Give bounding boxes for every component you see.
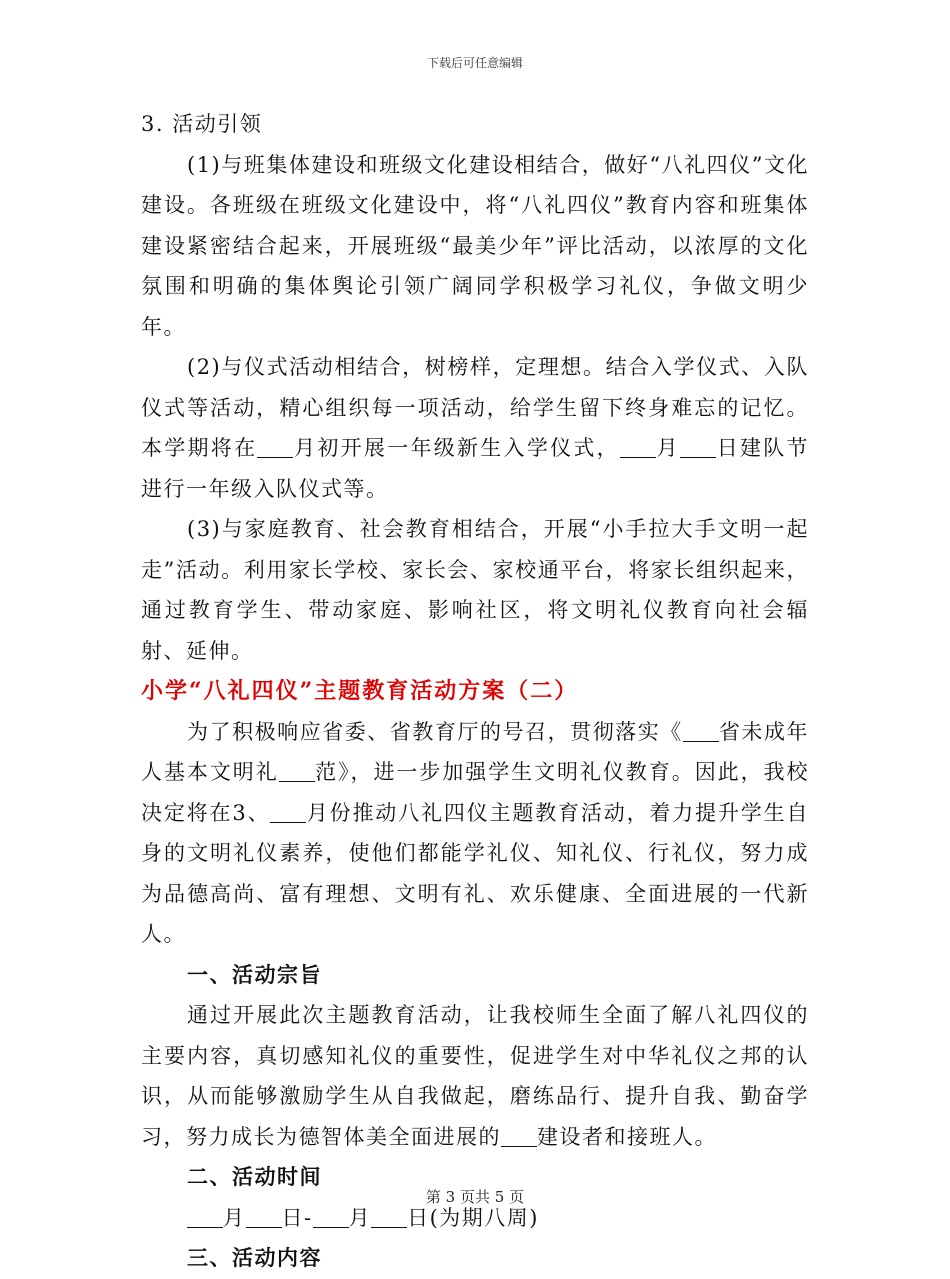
paragraph: 为了积极响应省委、省教育厅的号召，贯彻落实《 省未成年人基本文明礼 范》，进一步加强学生文明礼仪教育。因此，我校决定将在3、 月份推动八礼四仪主题教育活动，着力提升学生自身的文明礼仪素养，使他们都能学礼仪、知礼仪、行礼仪，努力成为品德高尚、富有理想、文明有礼、欢乐健康、全面进展的一代新人。	[141, 719, 810, 946]
fill-blank	[680, 436, 716, 458]
fill-blank	[270, 801, 306, 823]
paragraph: (2)与仪式活动相结合，树榜样，定理想。结合入学仪式、入队仪式等活动，精心组织每一项活动，给学生留下终身难忘的记忆。本学期将在 月初开展一年级新生入学仪式， 月 日建队节进行一年级入队仪式等。	[141, 355, 810, 501]
fill-blank	[620, 436, 656, 458]
fill-blank	[246, 1206, 282, 1228]
fill-blank	[257, 436, 293, 458]
section-heading: 三、活动内容	[187, 1245, 322, 1270]
fill-blank	[313, 1206, 349, 1228]
paragraph: (3)与家庭教育、社会教育相结合，开展“小手拉大手文明一起走”活动。利用家长学校、家长会、家校通平台，将家长组织起来，通过教育学生、带动家庭、影响社区，将文明礼仪教育向社会辐射、延伸。	[141, 517, 809, 663]
paragraph: 月 日- 月 日(为期八周)	[141, 1198, 809, 1239]
fill-blank	[501, 1125, 537, 1147]
paragraph: (1)与班集体建设和班级文化建设相结合，做好“八礼四仪”文化建设。各班级在班级文化建设中，将“八礼四仪”教育内容和班集体建设紧密结合起来，开展班级“最美少年”评比活动，以浓厚的文化氛围和明确的集体舆论引领广阔同学积极学习礼仪，争做文明少年。	[141, 152, 809, 339]
page-header: 下载后可任意编辑	[426, 56, 523, 70]
page-footer: 第 3 页共 5 页	[425, 1188, 525, 1206]
document-body	[141, 104, 809, 1279]
fill-blank	[371, 1206, 407, 1228]
section-heading: 3. 活动引领	[141, 112, 263, 136]
document-title: 小学“八礼四仪”主题教育活动方案（二）	[141, 678, 579, 704]
fill-blank	[187, 1206, 223, 1228]
fill-blank	[683, 720, 719, 742]
section-heading: 二、活动时间	[187, 1164, 322, 1189]
paragraph: 通过开展此次主题教育活动，让我校师生全面了解八礼四仪的主要内容，真切感知礼仪的重要性，促进学生对中华礼仪之邦的认识，从而能够激励学生从自我做起，磨练品行、提升自我、勤奋学习，努力成长为德智体美全面进展的 建设者和接班人。	[141, 1003, 809, 1149]
section-heading: 一、活动宗旨	[187, 961, 322, 987]
fill-blank	[279, 760, 315, 782]
